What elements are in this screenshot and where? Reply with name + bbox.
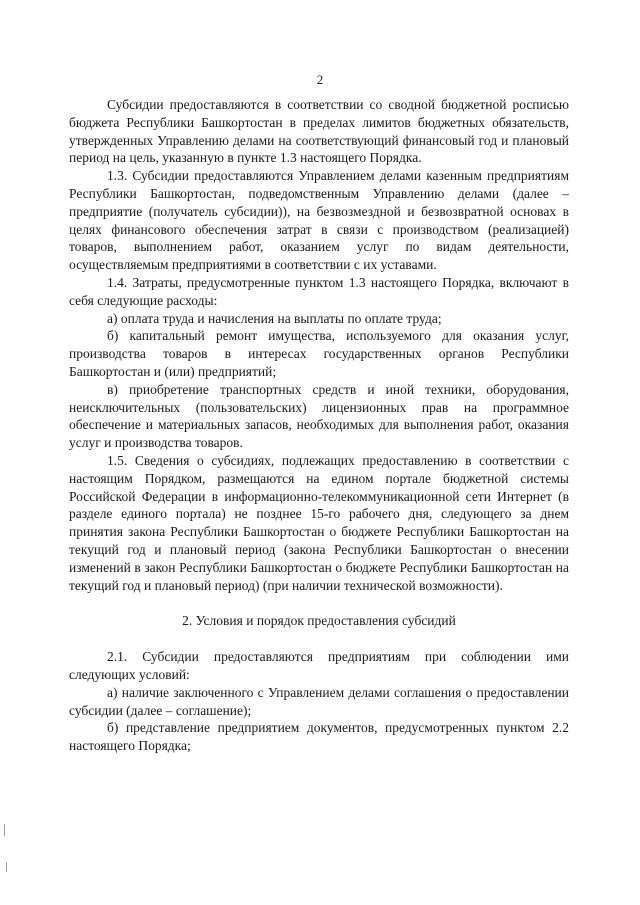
document-body <box>69 96 569 755</box>
condition-item-a: а) наличие заключенного с Управлением делами соглашения о предоставлении субсидии (далее – соглашение); <box>69 684 569 718</box>
list-item-v: в) приобретение транспортных средств и иной техники, оборудования, неисключительных (пользовательских) лицензионных прав на программное обеспечение и материальных запасов, необходимых для выполнения работ, оказания услуг и производства товаров. <box>69 381 569 451</box>
list-item-a: а) оплата труда и начисления на выплаты по оплате труда; <box>107 310 442 326</box>
paragraph-2-1: 2.1. Субсидии предоставляются предприятиям при соблюдении ими следующих условий: <box>69 649 569 682</box>
page-number: 2 <box>316 72 324 87</box>
paragraph-1-5: 1.5. Сведения о субсидиях, подлежащих предоставлению в соответствии с настоящим Порядком, размещаются на едином портале бюджетной системы Российской Федерации в информационно-телекоммуникационной сети Интернет (в разделе единого портала) не позднее 15-го рабочего дня, следующего за днем принятия закона Республики Башкортостан о бюджете Республики Башкортостан на текущий год и плановый период (закона Республики Башкортостан о внесении изменений в закон Республики Башкортостан о бюджете Республики Башкортостан на текущий год и плановый период) (при наличии технической возможности). <box>69 452 569 593</box>
paragraph-1-4: 1.4. Затраты, предусмотренные пунктом 1.3 настоящего Порядка, включают в себя следующие расходы: <box>69 274 569 308</box>
scan-artifact-mark <box>4 824 5 836</box>
condition-item-b: б) представление предприятием документов, предусмотренных пунктом 2.2 настоящего Порядка; <box>69 720 569 754</box>
scan-artifact-mark <box>6 862 7 872</box>
paragraph-intro: Субсидии предоставляются в соответствии со сводной бюджетной росписью бюджета Республики Башкортостан в пределах лимитов бюджетных обязательств, утвержденных Управлению делами на соответствующий финансовый год и плановый период на цель, указанную в пункте 1.3 настоящего Порядка. <box>69 97 569 166</box>
section-heading: 2. Условия и порядок предоставления субсидий <box>182 613 456 629</box>
paragraph-1-3: 1.3. Субсидии предоставляются Управлением делами казенным предприятиям Республики Башкортостан, подведомственным Управлению делами (далее – предприятие (получатель субсидии)), на безвозмездной и безвозвратной основах в целях финансового обеспечения затрат в связи с производством (реализацией) товаров, выполнением работ, оказанием услуг по видам деятельности, осуществляемым предприятиями в соответствии с их уставами. <box>69 168 569 273</box>
list-item-b: б) капитальный ремонт имущества, используемого для оказания услуг, производства товаров в интересах государственных органов Республики Башкортостан и (или) предприятий; <box>69 328 569 379</box>
